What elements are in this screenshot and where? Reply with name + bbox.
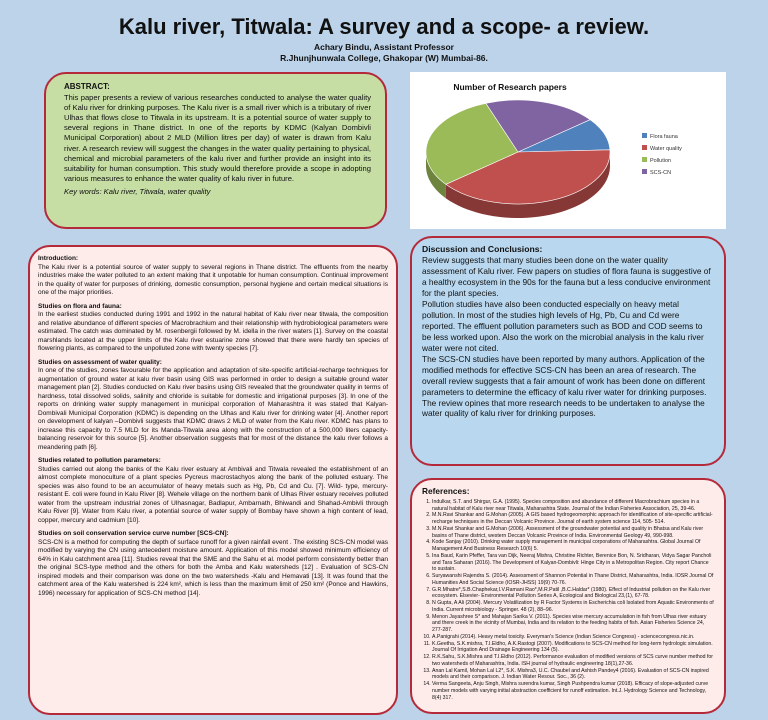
legend-label: Flora fauna — [650, 134, 678, 140]
legend-swatch — [642, 145, 647, 150]
reference-item: 13. Anan Lal Kamil, Mohan Lal L2*, S.K. Mishra3, U.C. Chaubel and Ashish Pandey4 (2016). Evaluation of SCS-CN inspired models and their comparison. J. Indian Water Resour. Soc., 36 (2). — [432, 668, 714, 682]
reference-item: 4. Kode Sanjay (2010). Drinking water supply management in municipal corporations of Maharashtra. Global Journal Of Management And Business Research 10(6) 5. — [432, 539, 714, 553]
intro-heading: Introduction: — [38, 255, 79, 262]
reference-item: 6. Suryawanshi Rajendra S. (2014). Assessment of Shannon Potential in Thane District, Maharashtra, India. IOSR Journal Of Humanities And Social Science (IOSR-JHSS) 19(9) 70-76. — [432, 573, 714, 587]
reference-item: 11. K.Geetha, S.K.mishra, T.I.Eldho, A.K.Rastogi (2007). Modifications to SCS-CN method for long-term hydrologic simulation. Journal Of Irrigation And Drainage Engineering 134 (5). — [432, 641, 714, 655]
discussion-paragraph-2: Pollution studies have also been conducted especially on heavy metal pollution. In most of the studies high levels of Hg, Pb, Cu and Cd were reported. The effluent pollution parameters such as BOD and COD seems to be less worked upon. Also the work on the microbial analysis in the kalu river water were not cited. — [422, 299, 704, 353]
abstract-panel — [44, 72, 387, 229]
keywords-text: : Kalu river, Titwala, water quality — [99, 187, 211, 197]
reference-item: 14. Verma Sangeeta, Anju Singh, Mishra surendra kumar, Singh Pushpendra kumar (2018). Efficacy of slope-adjusted curve number models with varying initial abstraction coefficient for runoff estimation. Int.J. Hydrology Science and Technology, 8(4) 317. — [432, 681, 714, 701]
scs-cn-body: SCS-CN is a method for computing the depth of surface runoff for a given rainfall event . The existing SCS-CN model was modified by varying the CN using antecedent moisture amount. Application of this model showed minimum efficiency of 64% in Kalu catchment area [11]. Studies reveal that the SME and the Sahu et al. model perform consistently better than the original SCS-type method and the others for both the Amba and Kalu watersheds [12] . Evaluation of SCS-CN inspired models and their comparison was done on the two watersheds -Kalu and Hemavati [13]. It was found that the catchment area of the Kalu watershed is 224 km², which is less than the maximum limit of 250 km² (Ponce and Hawkins, 1996) necessary for application of SCS-CN method [14]. — [38, 538, 388, 597]
reference-item: 5. Ina Baud, Karin Pfeffer, Tara van Dijk, Neeraj Mishra, Christine Richter, Berenice Bon, N. Sridharan, Vidya Sagar Pancholi and Tara Saharan (2016). The Development of Kalyan-Dombivli: Hinge City in a Metropolitan Region. City report Chance to sustain. — [432, 553, 714, 573]
keywords-label: Key words — [64, 187, 100, 197]
reference-item: 9. Menon Jayashree S* and Mahajan Sarika V. (2011). Species wise mercury accumulation in fish from Ulhas river estuary and there creek in the vicinity of Mumbai, India and its relation to the feeding habits of fish. Asian Fisheries Science 24, 277-287. — [432, 614, 714, 634]
legend-swatch — [642, 169, 647, 174]
poster-title: Kalu river, Titwala: A survey and a scope- a review. — [118, 14, 650, 39]
reference-item: 1. Indulkar, S.T. and Shirgur, G.A. (1995). Species composition and abundance of different Macrobrachium species in a natural habitat of Kalu river near Titwala, Maharashtra State. Journal of the Indian Fisheries Association, 25, 39-46. — [432, 499, 714, 513]
legend-label: Water quality — [650, 146, 682, 152]
flora-heading: Studies on flora and fauna: — [38, 302, 122, 310]
affiliation-line: R.Jhunjhunwala College, Ghakopar (W) Mumbai-86. — [280, 53, 488, 63]
reference-item: 2. M.N.Ravi Shankar and G.Mohan (2005). A GIS based hydrogeomorphic approach for identification of site-specific artificial-recharge techniques in the Deccan Volcanic Province. Journal of earth system science 114, 505- 514. — [432, 512, 714, 526]
legend-label: SCS-CN — [650, 170, 672, 176]
abstract-body: This paper presents a review of various researches conducted to analyse the water quality of Kalu river for drinking purposes. The Kalu river is a small river which is a tributary of river Ulhas that flows close to Titwala in its upstream. It is a potential source of water supply to several regions in Thane district. In one of the reports by KDMC (Kalyan Dombivli Municipal Corporation) about 2 MLD (Million litres per day) of water is drawn from Kalu river. A research review will suggest the changes in the water quality pertaining to physical, chemical and microbial parameters of the kalu river and further provide an insight into its suitability for human consumption. This study would therefore provide a scope in adopting various measures to enhance the water quality of kalu river in future. — [64, 92, 371, 184]
pie-chart-panel — [410, 72, 726, 229]
keywords-line — [64, 187, 371, 197]
introduction-panel — [28, 245, 398, 715]
flora-body: In the earliest studies conducted during 1991 and 1992 in the natural habitat of Kalu river near titwala, the composition and relative abundance of different species of Macrobrachium and their relationship with hydrobiological parameters were estimated. The catch was dominated by M. rosenbergii followed by M. idella in the river waters [1]. Survey on the coastal marshlands located at the upper limits of the Kalu river estuarine zone showed that there were hardly ten species of flowering plants, as compared to the unpolluted zone with twenty species [7]. — [38, 311, 388, 352]
pie-slices — [426, 100, 610, 204]
references-panel — [410, 478, 726, 714]
discussion-paragraph-1: Review suggests that many studies been done on the water quality assessment of Kalu river. Few papers on studies of flora fauna is suggestive of a healthy ecosystem in the 90s for the fauna but a less conducive environment for the plant species. — [422, 255, 711, 299]
discussion-heading: Discussion and Conclusions: — [422, 244, 543, 254]
discussion-panel — [410, 236, 726, 466]
reference-item: 8. N Gupta, A Ali (2004). Mercury Volatilization by R Factor Systems in Escherichia coli Isolated from Aquatic Environments of India. Current microbiology - Springer. 48 (2), 88–96. — [432, 600, 714, 614]
pollution-heading: Studies related to pollution parameters: — [38, 457, 161, 464]
pollution-body: Studies carried out along the banks of the Kalu river estuary at Ambivali and Titwala revealed the establishment of an almost complete monoculture of a plant species Pycreus macrostachyos along the bank of the polluted estuary. The species was also found to be an accumulator of heavy metals such as Hg, Pb, Cd and Cu. [7]. Wild- type, mercury-resistant E. coli were found in Kalu River [8]. Wehele village on the northern bank of Ulhas River estuary receives polluted water from the upstream industrial zones of Ulhasnagar, Badlapur, Ambarnath, Bhiwandi and Shahad-Ambivli through Kalu River [9]. Water from Kalu river, a potential source of water supply of Bombay have shown a high content of lead, copper, mercury and cadmium [10]. — [38, 465, 388, 524]
legend-swatch — [642, 157, 647, 162]
reference-item: 7. G.R.Mhatre*,S.B.Chaphekar,I.V.Ramani Rao*,M.R.Patil ,B.C.Haldar* (1980). Effect of Industrial pollution on the Kalu river ecosystem. Elsevier- Environmental Pollution Series A, Ecological and Biological 23,(1), 67-78. — [432, 587, 714, 601]
reference-item: 12. R.K.Sahu, S.K.Mishra and T.I.Eldho (2012). Performance evaluation of modified versions of SCS curve number method for two watersheds of Maharashtra, India. ISH journal of hydraulic engineering 18(1),27-36. — [432, 654, 714, 668]
reference-item: 10. A.Panigrahi (2014). Heavy metal toxicity. Everyman's Science (Indian Science Congress) - sciencecongress.nic.in. — [432, 634, 714, 641]
legend-swatch — [642, 133, 647, 138]
chart-title: Number of Research papers — [453, 82, 567, 92]
legend-label: Pollution — [650, 158, 672, 164]
intro-body: The Kalu river is a potential source of water supply to several regions in Thane district. The effluents from the nearby industries make the water polluted to an extent making that it unpotable for human consumption. Continual improvement in the quality of water for purposes of drinking, domestic consumption, personal hygiene and certain medical situations is one of the major priorities. — [38, 263, 388, 296]
water-quality-heading: Studies on assessment of water quality: — [38, 358, 162, 366]
references-heading: References: — [422, 486, 470, 496]
chart-legend — [642, 133, 682, 176]
water-quality-body: In one of the studies, zones favourable for the application and adaptation of site-specific artificial-recharge techniques for augmentation of ground water at kalu river basin using GIS was performed in order to design a suitable ground water management plan [2]. Studies conducted on Kalu river basins using GIS revealed that the groundwater quality in terms of hardness, total dissolved solids, salinity and chloride is suitable for domestic and irrigational purposes [3]. In one of the reports on drinking water supply management in municipal corporation of Maharashtra it was stated that Kalyan-Dombivali Municipal Corporation (KDMC) is depending on the Ulhas and Kalu river for drinking water [4]. Another report on development of kalyan –Dombivli suggests that KDMC draws 2 MLD of water from the Kalu river. KDMC has plans to increase this capacity to 7.5 MLD for its Manda-Titwala area along with the construction of a 500,000 liters capacity-balancing reservoir for this source [5]. Another observation suggests that for most of the distance the kalu river follows a meandering path [6]. — [38, 367, 388, 451]
reference-item: 3. M.N.Ravi Shankar and G.Mohan (2006). Assessment of the groundwater potential and quality in Bhatsa and Kalu river basins of Thane district, western Deccan Volcanic Province of India. Environmental Geology 49, 990-998. — [432, 526, 714, 540]
references-list — [422, 499, 714, 702]
pie-chart — [410, 72, 726, 229]
discussion-paragraph-3: The SCS-CN studies have been reported by many authors. Application of the modified methods for effective SCS-CN has been an area of research. The overall review suggests that a fair amount of work has been done on different parameters to determine the efficacy of kalu river water for drinking purposes. The review opines that more research needs to be undertaken to analyse the water quality of kalu river for drinking purposes. — [422, 353, 707, 419]
author-line: Achary Bindu, Assistant Professor — [314, 42, 454, 52]
abstract-heading: ABSTRACT: — [64, 82, 110, 91]
scs-cn-heading: Studies on soil conservation service curve number [SCS-CN]: — [38, 530, 229, 537]
